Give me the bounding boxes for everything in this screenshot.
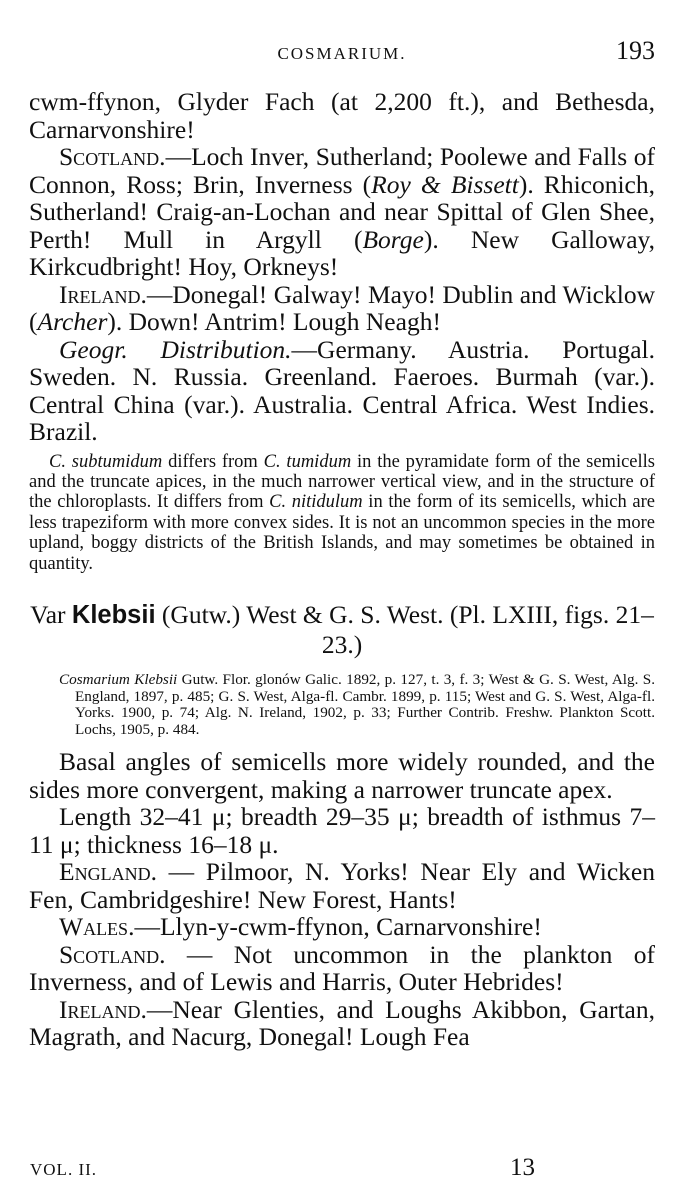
paragraph-scotland-records xyxy=(29,143,655,281)
page-footer xyxy=(0,1154,694,1194)
signature-mark: 13 xyxy=(510,1154,535,1181)
text-run: —Germany. Austria. Portugal. Sweden. N. Russia. Greenland. Faeroes. Burmah (var.). Central China (var.). Australia. Central Africa. West Indies. Brazil. xyxy=(29,334,655,446)
text-run: ). New Galloway, Kirkcudbright! Hoy, Orkneys! xyxy=(29,224,655,281)
running-head: COSMARIUM. xyxy=(277,44,407,63)
text-run: Var xyxy=(30,599,72,629)
region-label-ireland: Ireland. xyxy=(59,279,147,309)
authority-italic: Archer xyxy=(37,307,108,336)
text-run: ). Down! Antrim! Lough Neagh! xyxy=(107,307,441,336)
text-run: —Near Glenties, and Loughs Akibbon, Gartan, Magrath, and Nacurg, Donegal! Lough Fea xyxy=(29,994,655,1052)
variety-name: Klebsii xyxy=(71,600,156,629)
main-text xyxy=(29,88,655,446)
region-label-wales: Wales. xyxy=(59,912,135,942)
text-run: — Pilmoor, N. Yorks! Near Ely and Wicken Fen, Cambridgeshire! New Forest, Hants! xyxy=(29,857,655,914)
paragraph-scotland-records-var xyxy=(29,941,655,996)
text-run: cwm-ffynon, Glyder Fach (at 2,200 ft.), and Bethesda, Carnarvonshire! xyxy=(29,87,655,144)
text-run: Gutw. Flor. glonów Galic. 1892, p. 127, t. 3, f. 3; West & G. S. West, Alg. S. England, 1897, p. 485; G. S. West, Alga-fl. Cambr. 1899, p. 115; West and G. S. West, Alga-fl. Yorks. 1900, p. 74; Alg. N. Ireland, 1902, p. 33; Further Contrib. Freshw. Plankton Scott. Lochs, 1905, p. 484. xyxy=(75,670,656,738)
species-name: Cosmarium Klebsii xyxy=(59,670,178,688)
region-label-england: England. xyxy=(59,857,157,887)
species-name: C. nitidulum xyxy=(269,492,363,513)
variety-description xyxy=(29,748,655,1051)
page-number: 193 xyxy=(616,36,655,65)
paragraph-description: Basal angles of semicells more widely rounded, and the sides more convergent, making a narrower truncate apex. xyxy=(29,747,655,804)
authority-italic: Roy & Bissett xyxy=(371,169,519,199)
distribution-label: Geogr. Distribution. xyxy=(59,334,292,364)
text-run: ). Rhiconich, Sutherland! Craig-an-Lochan and near Spittal of Glen Shee, Perth! Mull in Argyll ( xyxy=(29,169,655,254)
volume-label: VOL. II. xyxy=(30,1160,98,1179)
text-run: differs from xyxy=(162,451,264,472)
paragraph-ireland-records xyxy=(29,281,655,336)
paragraph-england-records xyxy=(29,858,655,913)
paragraph-dimensions: Length 32–41 μ; breadth 29–35 μ; breadth of isthmus 7–11 μ; thickness 16–18 μ. xyxy=(29,802,655,859)
text-run: —Loch Inver, Sutherland; Poolewe and Falls of Connon, Ross; Brin, Inverness ( xyxy=(29,142,655,199)
paragraph-geographic-distribution xyxy=(29,336,655,446)
book-page xyxy=(29,0,655,1051)
region-label-scotland: Scotland. xyxy=(59,142,166,171)
species-name: C. tumidum xyxy=(263,451,352,472)
text-run: —Donegal! Galway! Mayo! Dublin and Wicklow ( xyxy=(29,279,655,336)
text-run: in the pyramidate form of the semicells and the truncate apices, in the much narrower vertical view, and in the structure of the chloroplasts. It differs from xyxy=(29,451,655,513)
text-run: (Gutw.) West & G. S. West. (Pl. LXIII, figs. 21–23.) xyxy=(155,599,654,659)
text-run: — Not uncommon in the plankton of Inverness, and of Lewis and Harris, Outer Hebrides! xyxy=(29,939,655,997)
text-run: in the form of its semicells, which are less trapeziform with more convex sides. It is not an uncommon species in the more upland, boggy districts of the British Islands, and may sometimes be obtained in quantity. xyxy=(29,492,655,574)
region-label-ireland: Ireland. xyxy=(59,994,147,1024)
authority-italic: Borge xyxy=(362,224,424,254)
comparison-note xyxy=(29,452,655,574)
species-name: C. subtumidum xyxy=(49,451,163,472)
variety-heading xyxy=(29,600,655,660)
paragraph-ireland-records-var xyxy=(29,996,655,1051)
paragraph-wales-continuation xyxy=(29,88,655,143)
bibliographic-references xyxy=(29,672,655,738)
region-label-scotland: Scotland. xyxy=(59,939,166,969)
text-run: —Llyn-y-cwm-ffynon, Carnarvonshire! xyxy=(134,912,542,942)
page-header xyxy=(29,0,655,88)
paragraph-wales-records xyxy=(29,913,655,941)
